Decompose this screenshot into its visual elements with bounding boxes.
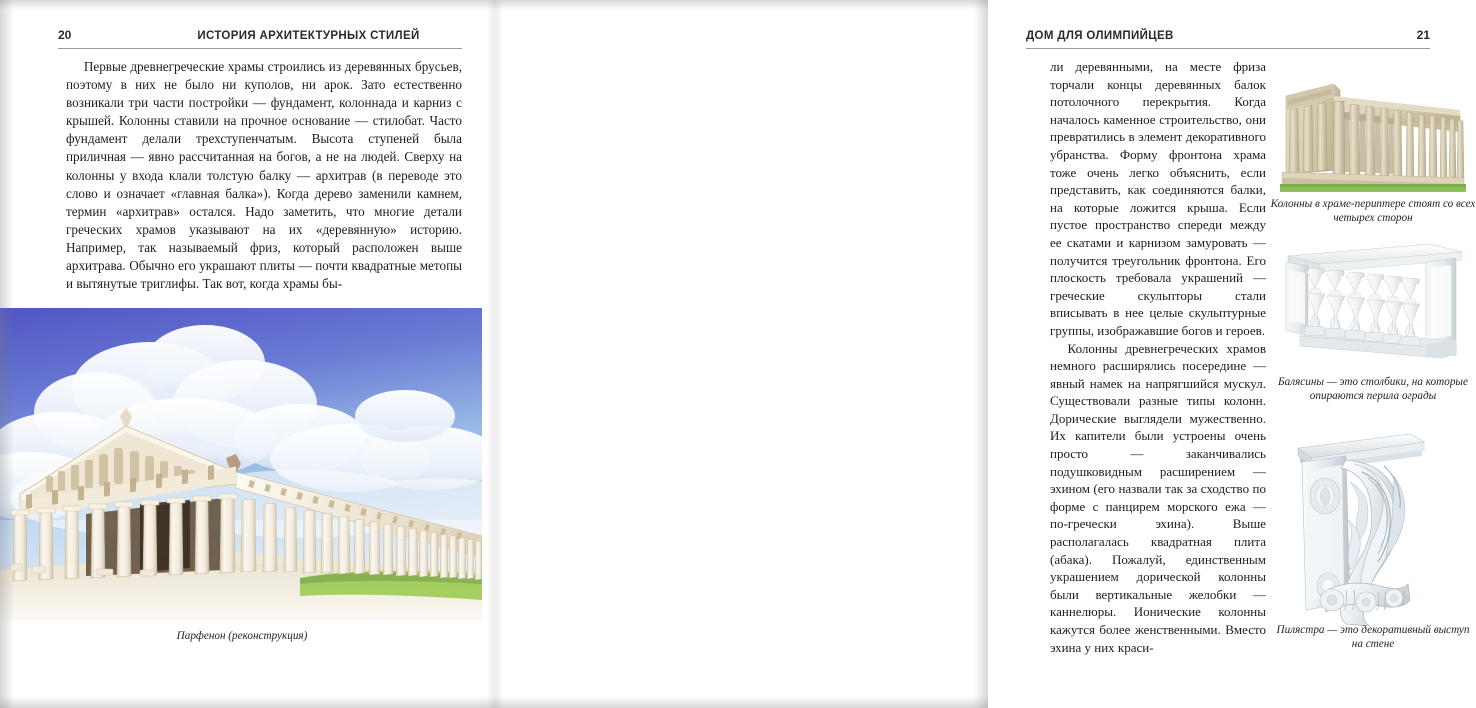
folio-left: 20	[58, 28, 72, 42]
running-head-title-left: ИСТОРИЯ АРХИТЕКТУРНЫХ СТИЛЕЙ	[197, 30, 420, 42]
right-page	[494, 0, 1476, 708]
caption-parthenon: Парфенон (реконструкция)	[176, 630, 308, 642]
caption-temple-peripteros: Колонны в храме-периптере стоят со всех четырех сторон	[1270, 198, 1476, 224]
running-head-title-right: ДОМ ДЛЯ ОЛИМПИЙЦЕВ	[1026, 30, 1174, 42]
left-page-body-text	[66, 58, 462, 293]
parthenon-illustration	[0, 308, 482, 620]
left-page	[0, 0, 494, 708]
running-head-rule-left	[58, 48, 462, 49]
caption-pilaster-bracket: Пилястра — это декоративный выступ на стене	[1276, 624, 1470, 650]
paragraph: Колонны древнегреческих храмов немного расширялись посередине — явный намек на напрягшийся мускул. Существовали разные типы колонн. Дорические выглядели мужественно. Их капители были устроены очень просто — заканчивались подушковидным расширением — эхином (его назвали так за сходство по форме с панцирем морского ежа — по-гречески эхина). Выше располагалась квадратная плита (абака). Пожалуй, единственным украшением дорической колонны были вертикальные желобки — каннелюры. Ионические колонны кажутся более женственными. Вместо эхина у них краси-	[1050, 340, 1266, 655]
right-page-body-text	[1050, 58, 1266, 656]
figure-balusters	[1280, 232, 1466, 372]
figure-temple-peripteros	[1280, 54, 1466, 194]
running-head-rule-right	[1026, 48, 1430, 49]
figure-parthenon-reconstruction	[0, 308, 482, 620]
running-head-right	[1026, 28, 1430, 48]
paragraph: ли деревянными, на месте фриза торчали концы деревянных балок потолочного перекрытия. Когда началось каменное строительство, они превратились в элемент декоративного убранства. Форму фронтона храма тоже очень легко объяснить, если представить, как соединяются балки, на которые ложится крыша. Если пустое пространство спереди между ее скатами и карнизом замуровать — получится треугольник фронтона. Его плоскость требовала украшений — греческие скульпторы стали вписывать в нее целые скульптурные группы, изображавшие богов и героев.	[1050, 59, 1266, 338]
figure-pilaster-bracket	[1284, 424, 1462, 620]
pilaster-bracket-illustration	[1284, 424, 1462, 620]
paragraph: Первые древнегреческие храмы строились из деревянных брусьев, поэтому в них не было ни куполов, ни арок. Зато естественно возникали три части постройки — фундамент, колоннада и карниз с крышей. Колонны ставили на прочное основание — стилобат. Часто фундамент делали трехступенчатым. Высота ступеней была приличная — явно рассчитанная на богов, а не на людей. Сверху на колонны у входа клали толстую балку — архитрав (в переводе это слово и означает «главная балка»). Когда дерево заменили камнем, термин «архитрав» остался. Надо заметить, что многие детали греческих храмов указывают на их «деревянную» историю. Например, так называемый фриз, который расположен выше архитрава. Обычно его украшают плиты — почти квадратные метопы и вытянутые триглифы. Так вот, когда храмы бы-	[66, 59, 462, 292]
running-head-left	[58, 28, 462, 48]
balusters-illustration	[1280, 232, 1466, 372]
temple-peripteros-illustration	[1280, 54, 1466, 194]
folio-right: 21	[1416, 28, 1430, 42]
caption-balusters: Балясины — это столбики, на которые опираются перила ограды	[1278, 376, 1468, 402]
